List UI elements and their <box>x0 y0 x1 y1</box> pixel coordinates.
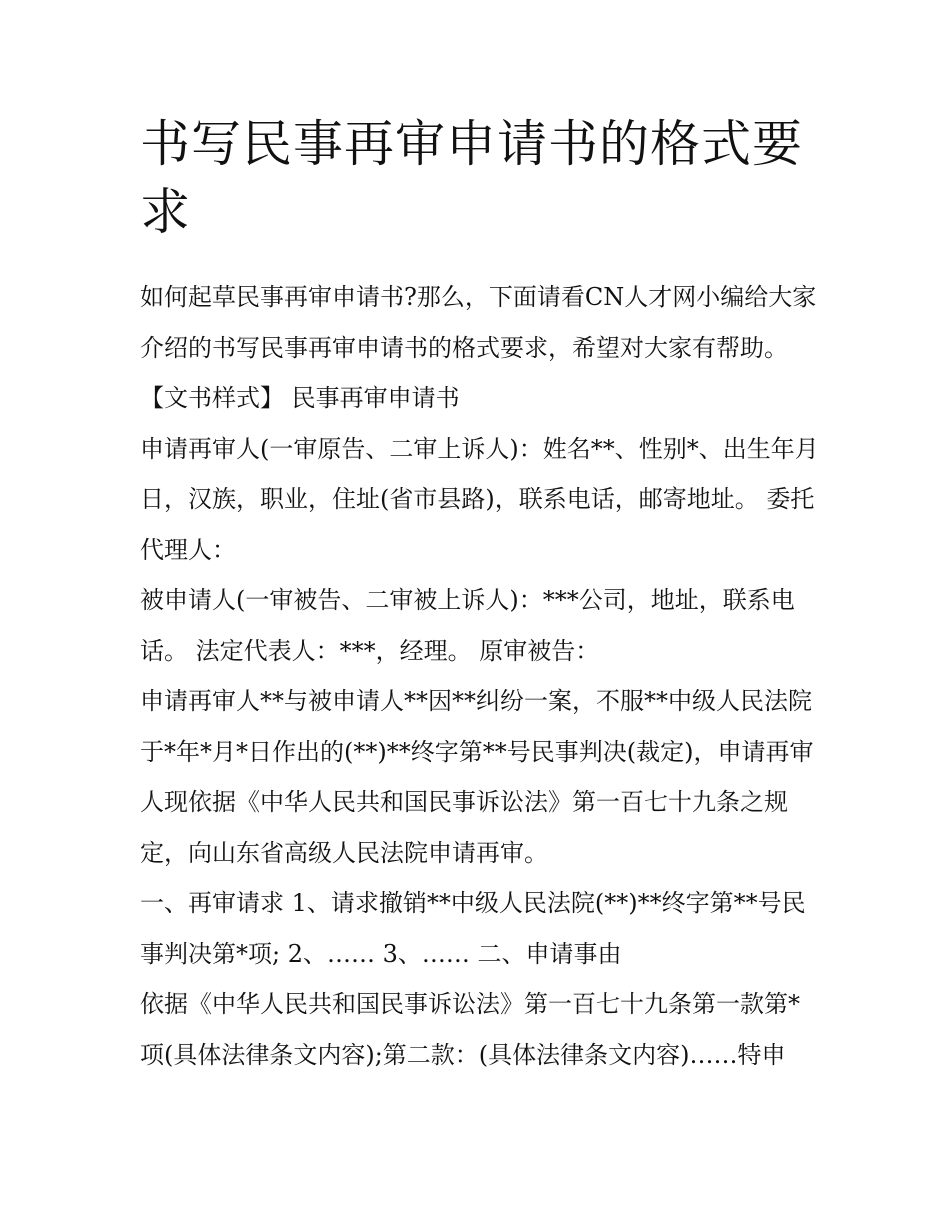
document-content <box>140 110 820 1080</box>
paragraph-respondent: 被申请人(一审被告、二审被上诉人)：***公司，地址，联系电话。 法定代表人：***，经理。 原审被告： <box>140 586 795 665</box>
paragraph-legal-basis: 依据《中华人民共和国民事诉讼法》第一百七十九条第一款第*项(具体法律条文内容);第二款：(具体法律条文内容)……特申 <box>140 990 800 1069</box>
paragraph-applicant: 申请再审人(一审原告、二审上诉人)：姓名**、性别*、出生年月日，汉族，职业，住址(省市县路)，联系电话，邮寄地址。 委托代理人： <box>140 434 819 564</box>
document-body <box>140 272 820 1080</box>
paragraph-case-statement: 申请再审人**与被申请人**因**纠纷一案，不服**中级人民法院于*年*月*日作出的(**)**终字第**号民事判决(裁定)，申请再审人现依据《中华人民共和国民事诉讼法》第一百七十九条之规定，向山东省高级人民法院申请再审。 <box>140 687 814 867</box>
paragraph-intro: 如何起草民事再审申请书?那么，下面请看CN人才网小编给大家介绍的书写民事再审申请书的格式要求，希望对大家有帮助。【文书样式】 民事再审申请书 <box>140 283 817 412</box>
document-title: 书写民事再审申请书的格式要求 <box>140 115 803 241</box>
paragraph-retrial-requests: 一、再审请求 1、请求撤销**中级人民法院(**)**终字第**号民事判决第*项; 2、…… 3、…… 二、申请事由 <box>140 889 806 968</box>
